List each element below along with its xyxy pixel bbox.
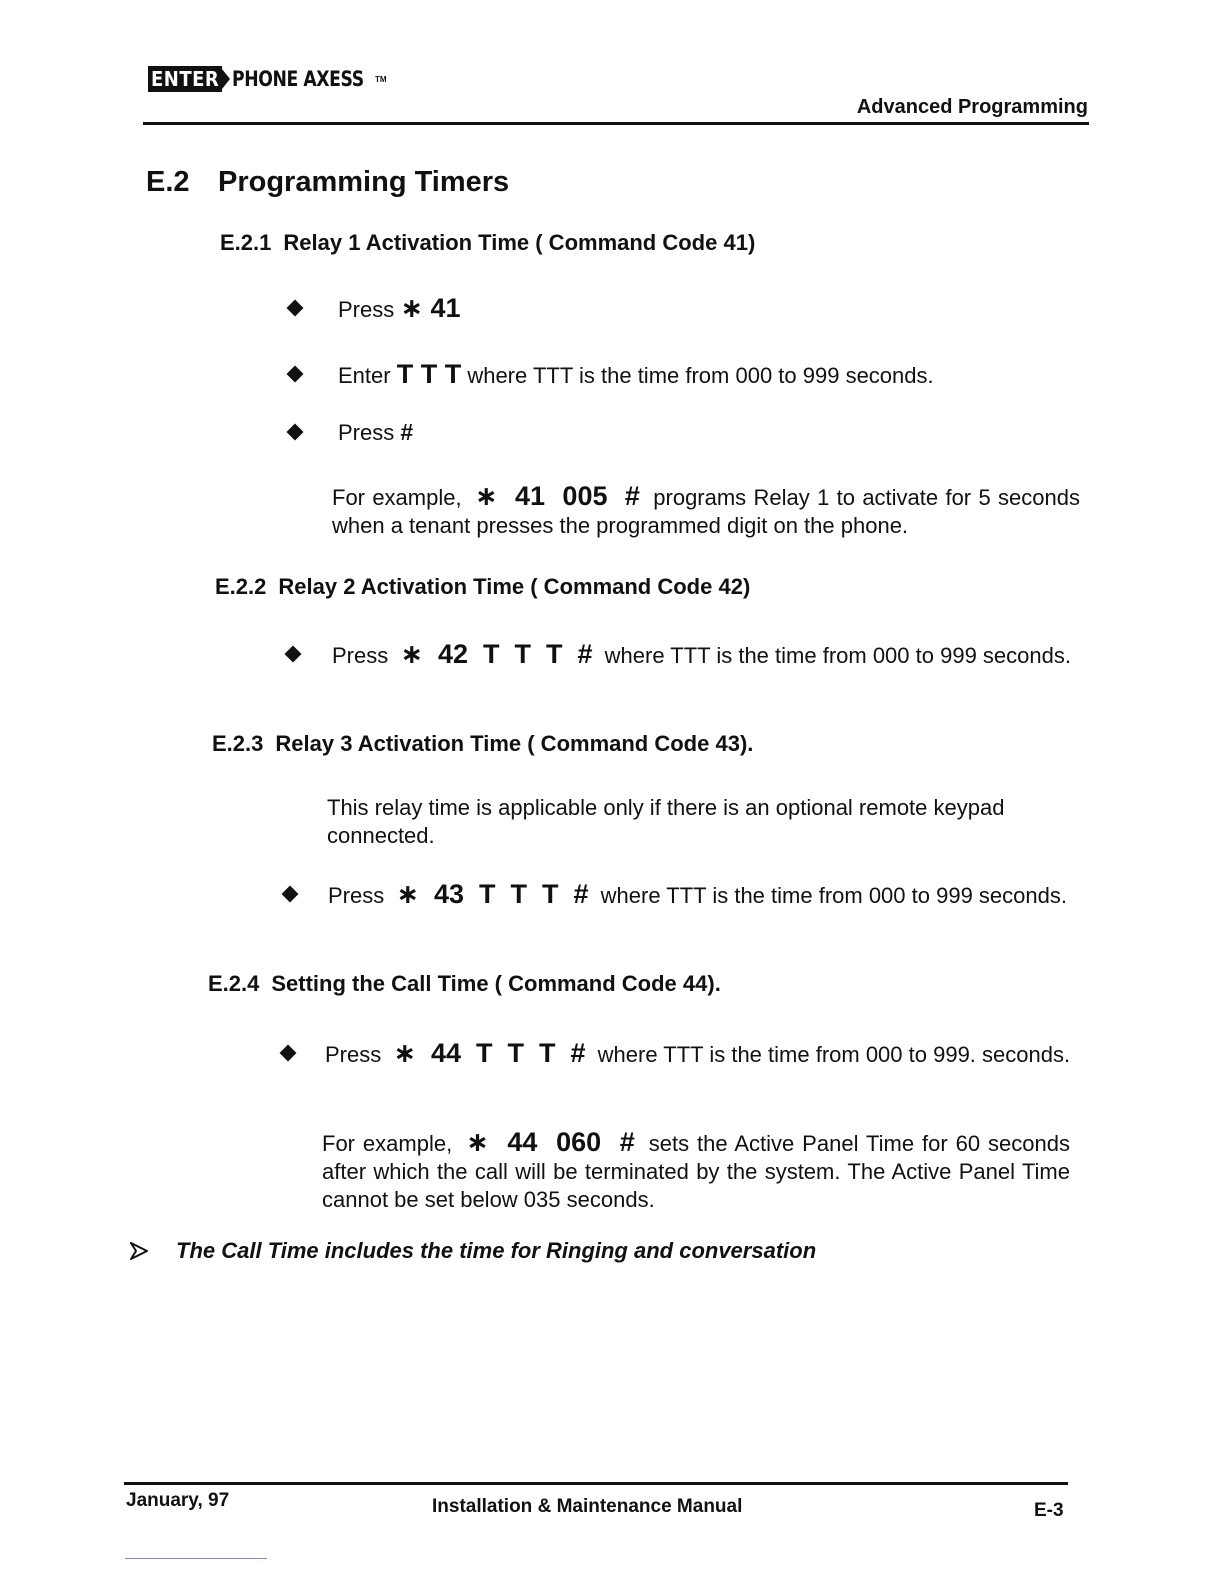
- example-lead: For example,: [332, 485, 462, 510]
- step-code: #: [400, 419, 414, 445]
- example-paragraph: [332, 482, 1080, 540]
- bullet-diamond-icon: [285, 646, 302, 663]
- list-item: [289, 418, 413, 447]
- subsection-number: E.2.3: [212, 731, 264, 756]
- description-paragraph: This relay time is applicable only if there is an optional remote keypad connected.: [327, 795, 1005, 848]
- bullet-diamond-icon: [287, 300, 304, 317]
- logo-name: PHONE AXESS: [232, 67, 365, 91]
- step-code: T T T: [396, 359, 462, 389]
- example-text: sets the Active Panel Time for 60 seconds after which the call will be terminated by the system. The Active Panel Time cannot be set below 035 seconds.: [322, 1131, 1070, 1212]
- bullet-diamond-icon: [280, 1045, 297, 1062]
- subsection-number: E.2.2: [215, 574, 267, 599]
- bullet-diamond-icon: [287, 424, 304, 441]
- step-text: Press: [328, 883, 385, 908]
- step-text: where TTT is the time from 000 to 999 seconds.: [600, 883, 1067, 908]
- subsection-title: Relay 3 Activation Time ( Command Code 43).: [275, 731, 754, 756]
- subsection-number: E.2.1: [220, 230, 272, 255]
- arrowhead-icon: [130, 1242, 148, 1260]
- section-heading: [146, 166, 509, 199]
- footer-rule: [124, 1482, 1068, 1485]
- subsection-title: Relay 2 Activation Time ( Command Code 42): [278, 574, 751, 599]
- step-text: Press: [325, 1042, 382, 1067]
- step-text: Press: [338, 297, 395, 322]
- subsection-title: Relay 1 Activation Time ( Command Code 41): [283, 230, 756, 255]
- footer-manual-title: Installation & Maintenance Manual: [432, 1496, 743, 1517]
- subsection-heading: [220, 230, 755, 256]
- step-text: Press: [338, 420, 395, 445]
- subsection-heading: [212, 731, 753, 757]
- subsection-number: E.2.4: [208, 971, 260, 996]
- step-text: where TTT is the time from 000 to 999 seconds.: [604, 643, 1071, 668]
- list-item: [289, 360, 934, 390]
- step-code: ∗ 41: [400, 293, 461, 323]
- example-text: programs Relay 1 to activate for 5 seconds when a tenant presses the programmed digit on the phone.: [332, 485, 1080, 538]
- section-number: E.2: [146, 166, 190, 198]
- step-text: where TTT is the time from 000 to 999. seconds.: [597, 1042, 1071, 1067]
- example-code: ∗ 44 060 #: [466, 1127, 635, 1157]
- list-item: [287, 640, 1078, 670]
- subsection-heading: [208, 971, 721, 997]
- logo-enter-box: ENTER: [148, 66, 222, 92]
- list-item: [289, 294, 461, 324]
- header-section-title: Advanced Programming: [856, 96, 1088, 118]
- step-text: Press: [332, 643, 389, 668]
- footer-link-line: [125, 1558, 267, 1559]
- logo-trademark: TM: [374, 74, 387, 84]
- example-lead: For example,: [322, 1131, 453, 1156]
- step-code: ∗ 43 T T T #: [396, 879, 589, 909]
- subsection-title: Setting the Call Time ( Command Code 44).: [271, 971, 721, 996]
- list-item: [282, 1039, 1083, 1069]
- note-text: The Call Time includes the time for Ringing and conversation: [176, 1238, 817, 1263]
- section-title: Programming Timers: [218, 166, 510, 198]
- example-paragraph: [322, 1128, 1070, 1214]
- header-rule: [143, 122, 1089, 125]
- footer-page-number: E-3: [1034, 1500, 1064, 1521]
- bullet-diamond-icon: [287, 366, 304, 383]
- bullet-diamond-icon: [282, 886, 299, 903]
- step-text: Enter: [338, 363, 391, 388]
- step-code: ∗ 42 T T T #: [400, 639, 593, 669]
- step-text: where TTT is the time from 000 to 999 seconds.: [467, 363, 934, 388]
- note: [130, 1238, 816, 1264]
- step-code: ∗ 44 T T T #: [393, 1038, 586, 1068]
- footer-date: January, 97: [126, 1490, 230, 1511]
- logo-arrow-icon: [222, 69, 230, 89]
- subsection-heading: [215, 574, 750, 600]
- list-item: [284, 880, 1074, 910]
- logo: [148, 66, 387, 92]
- example-code: ∗ 41 005 #: [474, 481, 640, 511]
